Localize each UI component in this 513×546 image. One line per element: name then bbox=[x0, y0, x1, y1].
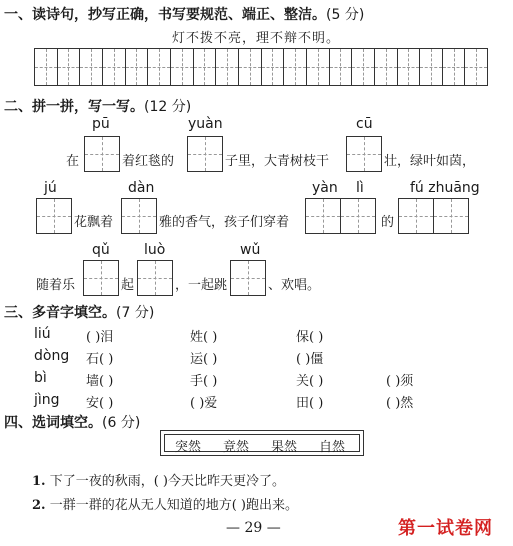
answer-box-luo[interactable] bbox=[137, 260, 173, 296]
pinyin-luo: luò bbox=[144, 242, 166, 258]
s1-text-b: 着红毯的 bbox=[122, 154, 175, 169]
row1-pinyin: liú bbox=[34, 326, 51, 342]
answer-box-cu[interactable] bbox=[346, 136, 382, 172]
pinyin-yuan: yuàn bbox=[188, 116, 223, 132]
q1-verse: 灯不拨不亮，理不辩不明。 bbox=[172, 31, 341, 46]
q2-heading: 二、拼一拼，写一写。(12 分) bbox=[4, 99, 192, 115]
row1-cell3[interactable]: 保( ) bbox=[296, 330, 324, 345]
s1-text-d: 壮，绿叶如茵， bbox=[384, 154, 476, 169]
answer-box-fu[interactable] bbox=[398, 198, 434, 234]
answer-box-li[interactable] bbox=[340, 198, 376, 234]
row2-cell1[interactable]: 石( ) bbox=[86, 352, 114, 367]
row2-pinyin: dòng bbox=[34, 348, 70, 364]
pinyin-pu: pū bbox=[92, 116, 110, 132]
pinyin-cu: cū bbox=[356, 116, 373, 132]
answer-box-ju[interactable] bbox=[36, 198, 72, 234]
fill-item-2[interactable]: 2. 一群一群的花从无人知道的地方( )跑出来。 bbox=[32, 498, 298, 513]
q3-heading: 三、多音字填空。(7 分) bbox=[4, 305, 155, 321]
row4-cell2[interactable]: ( )爱 bbox=[190, 396, 218, 411]
row2-cell3[interactable]: ( )僵 bbox=[296, 352, 324, 367]
answer-box-yan[interactable] bbox=[305, 198, 341, 234]
row3-cell1[interactable]: 墙( ) bbox=[86, 374, 114, 389]
row2-cell2[interactable]: 运( ) bbox=[190, 352, 218, 367]
pinyin-yan: yàn bbox=[312, 180, 338, 196]
word-ziran: 自然 bbox=[319, 440, 346, 455]
s3-text-d: 、欢唱。 bbox=[268, 278, 321, 293]
word-bank bbox=[160, 430, 364, 456]
fill-item-1[interactable]: 1. 下了一夜的秋雨，( )今天比昨天更冷了。 bbox=[32, 474, 285, 489]
q4-heading: 四、选词填空。(6 分) bbox=[4, 415, 141, 431]
pinyin-qu: qǔ bbox=[92, 242, 110, 258]
row4-cell4[interactable]: ( )然 bbox=[386, 396, 414, 411]
s2-text-b: 雅的香气，孩子们穿着 bbox=[159, 215, 290, 230]
row1-cell2[interactable]: 姓( ) bbox=[190, 330, 218, 345]
answer-box-qu[interactable] bbox=[83, 260, 119, 296]
page-number: — 29 — bbox=[226, 520, 281, 536]
answer-box-wu[interactable] bbox=[230, 260, 266, 296]
word-jingran: 竟然 bbox=[223, 440, 250, 455]
pinyin-ju: jú bbox=[44, 180, 57, 196]
pinyin-dan: dàn bbox=[128, 180, 155, 196]
pinyin-wu: wǔ bbox=[240, 242, 261, 258]
s2-text-c: 的 bbox=[381, 215, 395, 230]
row1-cell1[interactable]: ( )泪 bbox=[86, 330, 114, 345]
site-logo: 第一试卷网 bbox=[398, 518, 493, 539]
row3-cell3[interactable]: 关( ) bbox=[296, 374, 324, 389]
copy-grid[interactable] bbox=[34, 48, 488, 86]
answer-box-yuan[interactable] bbox=[187, 136, 223, 172]
row4-pinyin: jìng bbox=[34, 392, 60, 408]
s1-text-c: 子里，大青树枝干 bbox=[225, 154, 330, 169]
row4-cell3[interactable]: 田( ) bbox=[296, 396, 324, 411]
answer-box-zhuang[interactable] bbox=[433, 198, 469, 234]
word-guoran: 果然 bbox=[271, 440, 298, 455]
row3-pinyin: bì bbox=[34, 370, 47, 386]
word-turan: 突然 bbox=[175, 440, 202, 455]
s3-text-c: ，一起跳 bbox=[175, 278, 228, 293]
s3-text-a: 随着乐 bbox=[36, 278, 76, 293]
pinyin-fu-zhuang: fú zhuāng bbox=[410, 180, 480, 196]
s1-text-a: 在 bbox=[66, 154, 80, 169]
answer-box-pu[interactable] bbox=[84, 136, 120, 172]
q1-heading: 一、读诗句，抄写正确，书写要规范、端正、整洁。(5 分) bbox=[4, 7, 365, 23]
pinyin-li: lì bbox=[356, 180, 364, 196]
row4-cell1[interactable]: 安( ) bbox=[86, 396, 114, 411]
s2-text-a: 花飘着 bbox=[74, 215, 114, 230]
answer-box-dan[interactable] bbox=[121, 198, 157, 234]
s3-text-b: 起 bbox=[121, 278, 135, 293]
row3-cell4[interactable]: ( )须 bbox=[386, 374, 414, 389]
row3-cell2[interactable]: 手( ) bbox=[190, 374, 218, 389]
